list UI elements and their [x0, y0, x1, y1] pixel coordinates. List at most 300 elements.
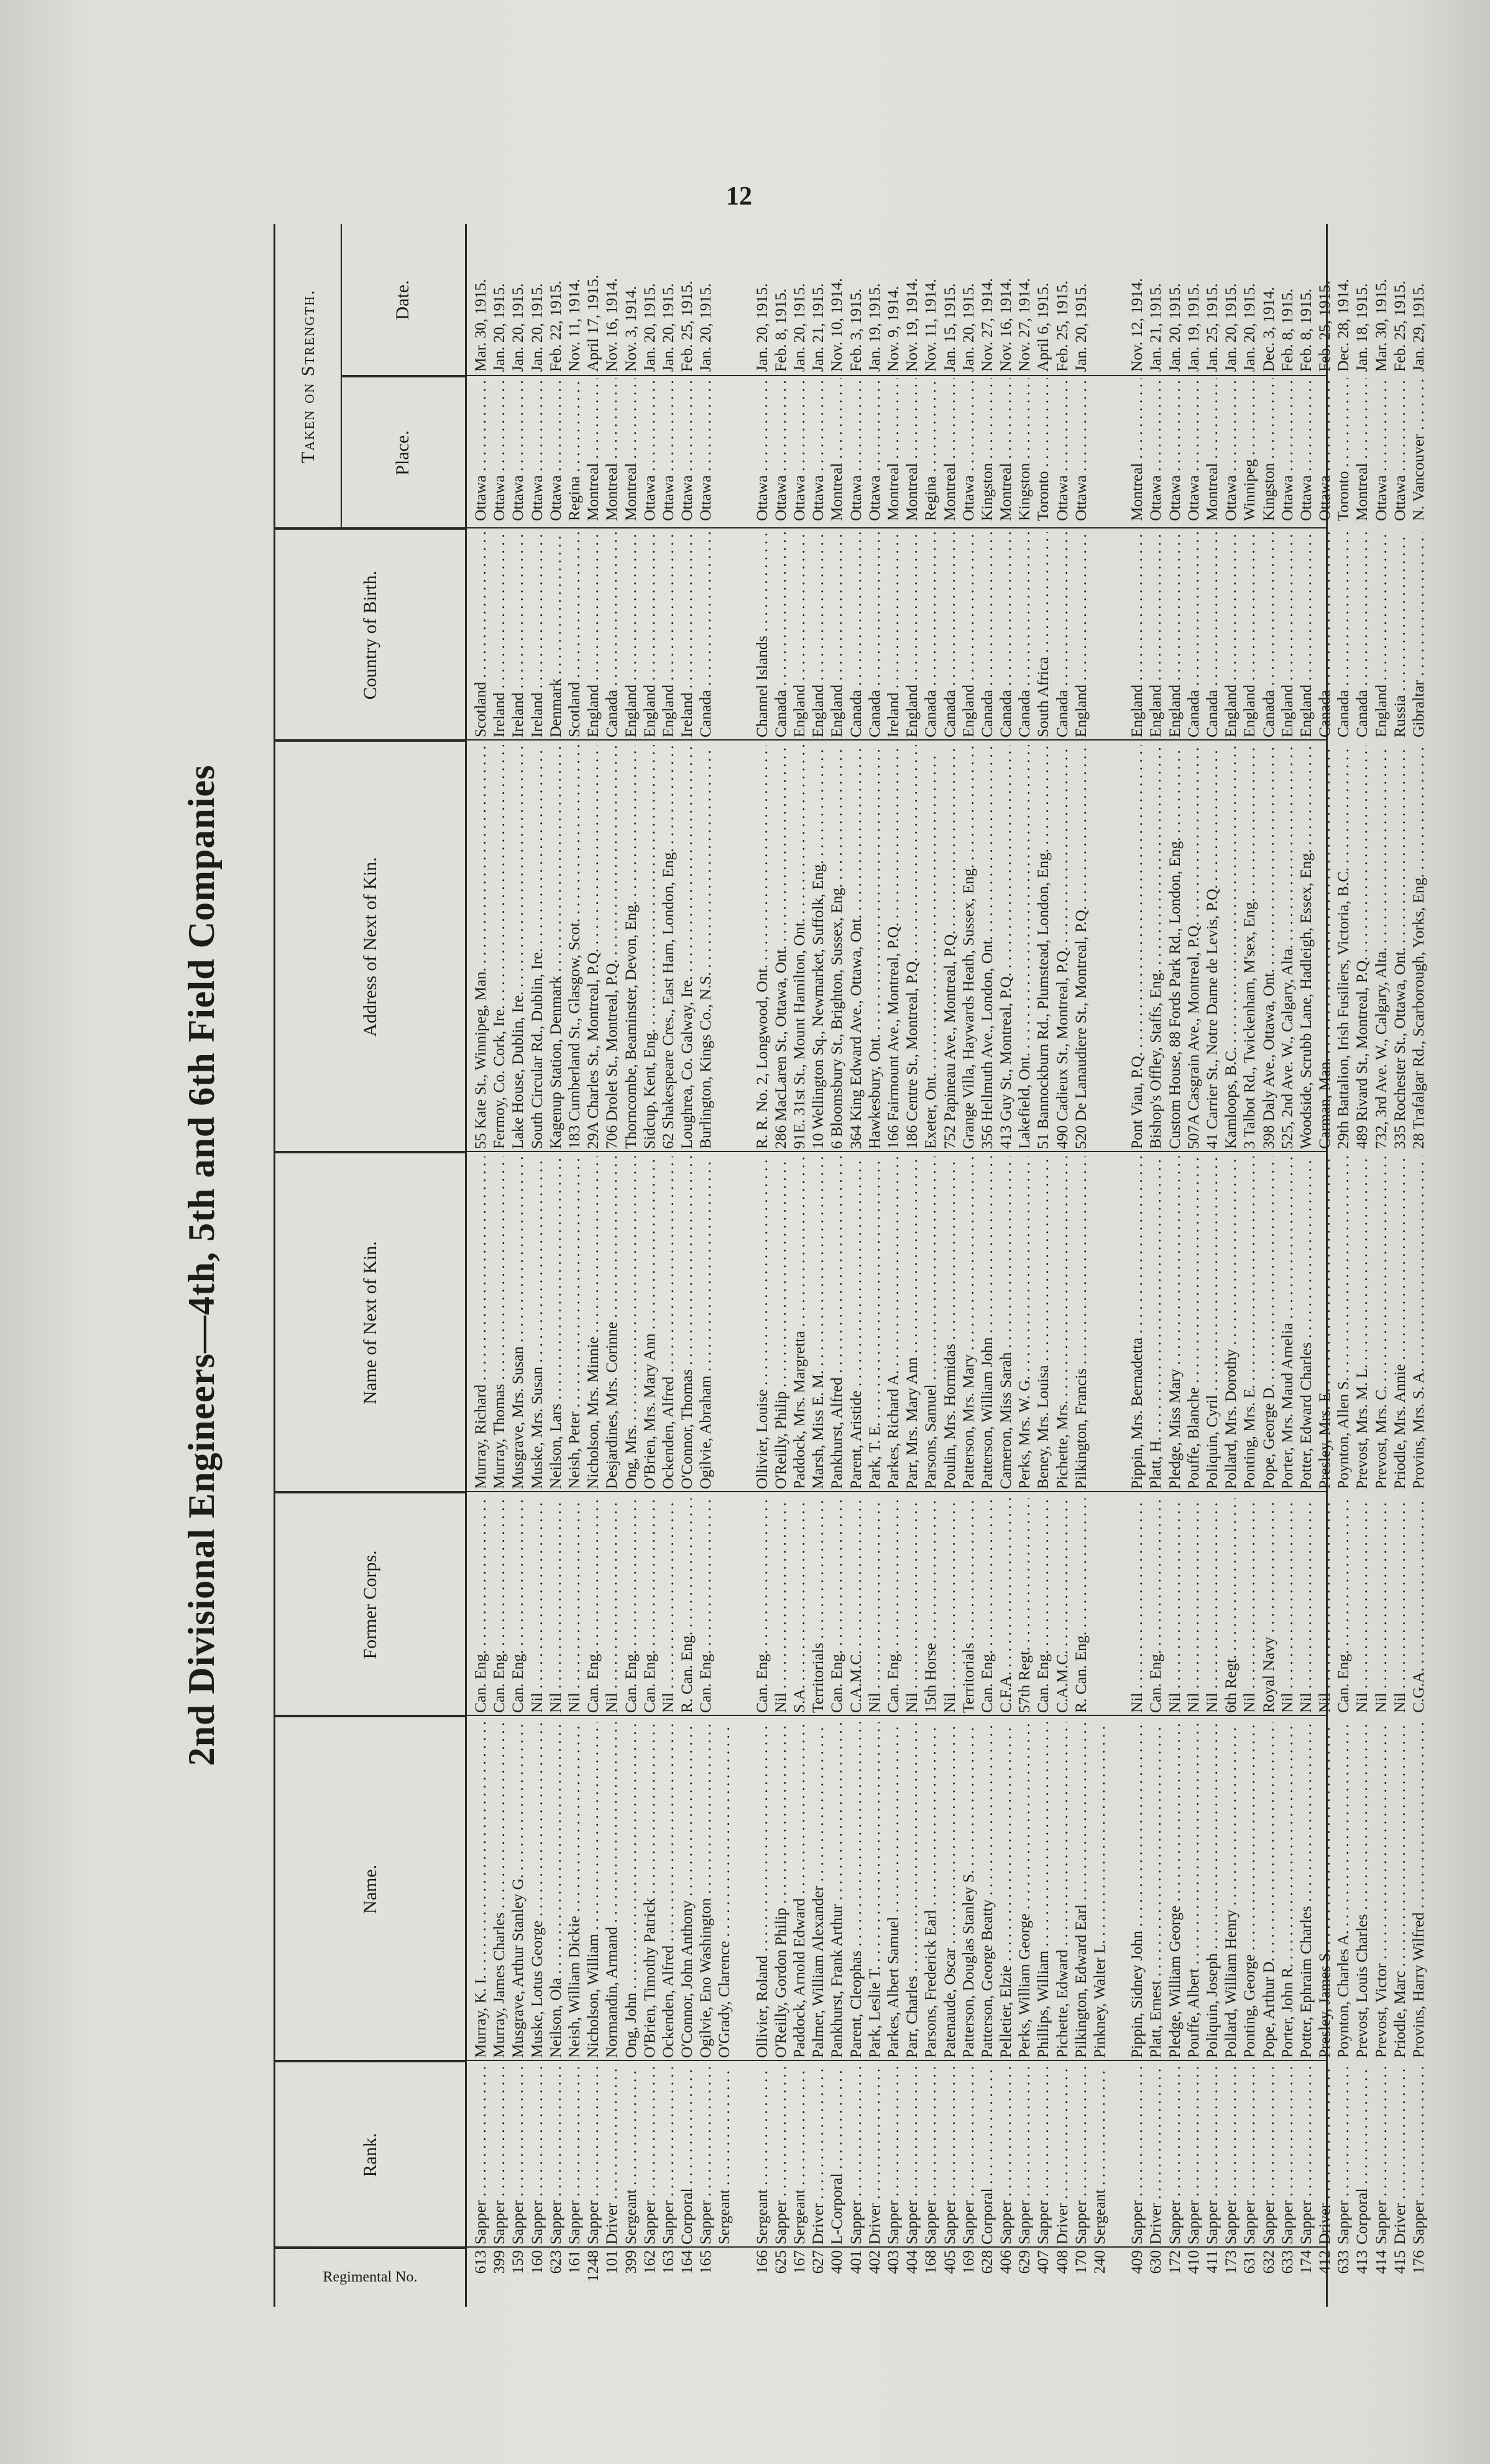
header-regimental-no: Regimental No.: [275, 2248, 465, 2307]
table-row: [1128, 224, 1146, 2307]
cell-address: 507A Casgrain Ave., Montreal, P.Q. . . .: [1184, 745, 1203, 1149]
cell-place: Montreal . . .: [1128, 378, 1146, 521]
cell-former-corps: Can. Eng. . . .: [1146, 1498, 1165, 1713]
cell-address: 356 Hellmuth Ave., London, Ont. . . .: [978, 745, 996, 1149]
cell-regimental-no: 176: [1409, 2250, 1427, 2274]
cell-country-of-birth: England . . .: [1240, 532, 1259, 737]
cell-former-corps: Nil . . .: [903, 1498, 921, 1713]
cell-date: April 6, 1915.: [1034, 282, 1052, 372]
cell-name: Pankhurst, Frank Arthur . . .: [827, 1722, 846, 2058]
cell-date: Jan. 20, 1915.: [490, 283, 508, 372]
cell-country-of-birth: Canada . . .: [602, 532, 621, 737]
header-rank: Rank.: [275, 2061, 465, 2248]
cell-place: Montreal . . .: [584, 378, 602, 521]
cell-regimental-no: 633: [1277, 2250, 1296, 2274]
cell-next-of-kin: Poulin, Mrs. Hormidas . . .: [940, 1156, 959, 1489]
cell-former-corps: Can. Eng. . . .: [1034, 1498, 1052, 1713]
cell-former-corps: R. Can. Eng. . . .: [1072, 1498, 1090, 1713]
cell-regimental-no: 628: [977, 2250, 996, 2274]
cell-address: 732, 3rd Ave. W., Calgary, Alta. . . .: [1372, 745, 1391, 1149]
cell-next-of-kin: Prevost, Mrs. C. . . .: [1372, 1156, 1391, 1489]
cell-name: Murray, James Charles . . .: [490, 1722, 508, 2058]
cell-name: Neilson, Ola . . .: [546, 1722, 565, 2058]
cell-date: Nov. 16, 1914.: [996, 278, 1015, 372]
cell-rank: Sapper . . .: [584, 2067, 602, 2245]
cell-former-corps: Can. Eng. . . .: [622, 1498, 640, 1713]
cell-rank: Sapper . . .: [847, 2067, 865, 2245]
cell-address: South Circular Rd., Dublin, Ire. . . .: [528, 745, 546, 1149]
table-row: [1315, 224, 1334, 2307]
cell-address: Sidcup, Kent, Eng. . . .: [640, 745, 659, 1149]
cell-address: 91E. 31st St., Mount Hamilton, Ont. . . .: [790, 745, 809, 1149]
cell-name: O'Connor, John Anthony . . .: [678, 1722, 696, 2058]
cell-former-corps: 57th Regt. . . .: [1015, 1498, 1034, 1713]
cell-date: Jan. 20, 1915.: [527, 283, 546, 372]
cell-address: 335 Rochester St., Ottawa, Ont. . . .: [1391, 745, 1409, 1149]
cell-country-of-birth: England . . .: [659, 532, 678, 737]
cell-country-of-birth: Ireland . . .: [490, 532, 508, 737]
cell-country-of-birth: Canada . . .: [978, 532, 996, 737]
cell-place: Kingston . . .: [1015, 378, 1034, 521]
cell-next-of-kin: O'Connor, Thomas . . .: [678, 1156, 696, 1489]
cell-regimental-no: 408: [1052, 2250, 1071, 2274]
cell-next-of-kin: Presley, Mrs. E. . . .: [1315, 1156, 1334, 1489]
cell-place: Ottawa . . .: [490, 378, 508, 521]
table-row: [696, 224, 715, 2307]
cell-country-of-birth: England . . .: [640, 532, 659, 737]
cell-former-corps: Royal Navy . . .: [1259, 1498, 1278, 1713]
table-row: [1184, 224, 1203, 2307]
cell-name: Muske, Lotus George . . .: [528, 1722, 546, 2058]
cell-regimental-no: 629: [1015, 2250, 1034, 2274]
cell-next-of-kin: Marsh, Miss E. M. . . .: [809, 1156, 827, 1489]
cell-name: Ponting, George . . .: [1240, 1722, 1259, 2058]
cell-place: Ottawa . . .: [1372, 378, 1391, 521]
cell-regimental-no: 627: [809, 2250, 827, 2274]
cell-date: Jan. 20, 1915.: [1071, 283, 1090, 372]
cell-place: Toronto . . .: [1334, 378, 1353, 521]
cell-date: Jan. 21, 1915.: [1146, 283, 1165, 372]
cell-former-corps: Nil . . .: [565, 1498, 584, 1713]
cell-regimental-no: 163: [658, 2250, 677, 2274]
cell-place: Ottawa . . .: [1297, 378, 1315, 521]
table-row: [602, 224, 621, 2307]
cell-place: Ottawa . . .: [865, 378, 884, 521]
cell-regimental-no: 633: [1334, 2250, 1353, 2274]
cell-former-corps: Nil . . .: [1372, 1498, 1391, 1713]
cell-place: Montreal . . .: [602, 378, 621, 521]
cell-country-of-birth: Canada . . .: [847, 532, 865, 737]
cell-former-corps: Nil . . .: [1315, 1498, 1334, 1713]
cell-next-of-kin: Parr, Mrs. Mary Ann . . .: [903, 1156, 921, 1489]
cell-place: Montreal . . .: [827, 378, 846, 521]
cell-regimental-no: 399: [621, 2250, 640, 2274]
cell-place: Ottawa . . .: [1146, 378, 1165, 521]
cell-rank: Sapper . . .: [1334, 2067, 1353, 2245]
cell-regimental-no: 170: [1071, 2250, 1090, 2274]
cell-country-of-birth: England . . .: [959, 532, 978, 737]
cell-former-corps: C.G.A. . . .: [1409, 1498, 1428, 1713]
cell-name: Ogilvie, Eno Washington . . .: [696, 1722, 715, 2058]
cell-next-of-kin: Ollivier, Louise . . .: [753, 1156, 771, 1489]
header-former-corps: Former Corps.: [275, 1492, 465, 1716]
cell-former-corps: Can. Eng. . . .: [978, 1498, 996, 1713]
cell-next-of-kin: Pope, George D. . . .: [1259, 1156, 1278, 1489]
cell-address: 186 Centre St., Montreal, P.Q. . . .: [903, 745, 921, 1149]
cell-name: Nicholson, William . . .: [584, 1722, 602, 2058]
cell-country-of-birth: Canada . . .: [1184, 532, 1203, 737]
cell-regimental-no: 164: [678, 2250, 696, 2274]
cell-regimental-no: 403: [883, 2250, 902, 2274]
cell-address: 706 Drolet St., Montreal, P.Q. . . .: [602, 745, 621, 1149]
cell-name: Patterson, Douglas Stanley S. . . .: [959, 1722, 978, 2058]
cell-date: Jan. 15, 1915.: [940, 283, 959, 372]
cell-address: 29th Battalion, Irish Fusiliers, Victoria, B.C. . . .: [1334, 745, 1353, 1149]
cell-date: Feb. 3, 1915.: [846, 288, 865, 372]
cell-next-of-kin: Neilson, Lars . . .: [546, 1156, 565, 1489]
cell-address: Pont Viau, P.Q. . . .: [1128, 745, 1146, 1149]
cell-regimental-no: 406: [996, 2250, 1015, 2274]
cell-rank: Sapper . . .: [1015, 2067, 1034, 2245]
table-row: [1409, 224, 1428, 2307]
cell-place: Montreal . . .: [884, 378, 903, 521]
cell-next-of-kin: Pledge, Miss Mary . . .: [1166, 1156, 1184, 1489]
table-row: [771, 224, 790, 2307]
table-row: [715, 224, 734, 2307]
table-row: [1034, 224, 1052, 2307]
cell-former-corps: Can. Eng. . . .: [490, 1498, 508, 1713]
cell-next-of-kin: Parent, Aristide . . .: [847, 1156, 865, 1489]
cell-address: Woodside, Scrubb Lane, Hadleigh, Essex, Eng. . . .: [1297, 745, 1315, 1149]
cell-former-corps: Nil . . .: [546, 1498, 565, 1713]
cell-address: Bishop's Offley, Staffs, Eng. . . .: [1146, 745, 1165, 1149]
cell-next-of-kin: Potter, Edward Charles . . .: [1297, 1156, 1315, 1489]
cell-place: Ottawa . . .: [771, 378, 790, 521]
cell-country-of-birth: England . . .: [903, 532, 921, 737]
cell-date: Jan. 20, 1915.: [640, 283, 658, 372]
cell-name: Murray, K. I. . . .: [471, 1722, 490, 2058]
table-row: [1053, 224, 1072, 2307]
cell-regimental-no: 623: [546, 2250, 564, 2274]
cell-former-corps: Nil . . .: [1353, 1498, 1371, 1713]
cell-place: Ottawa . . .: [1315, 378, 1334, 521]
cell-date: Nov. 27, 1914.: [977, 278, 996, 372]
cell-next-of-kin: Poynton, Allen S. . . .: [1334, 1156, 1353, 1489]
cell-rank: Sapper . . .: [996, 2067, 1015, 2245]
cell-next-of-kin: Pankhurst, Alfred . . .: [827, 1156, 846, 1489]
table-row: [471, 224, 490, 2307]
cell-place: Ottawa . . .: [640, 378, 659, 521]
cell-next-of-kin: Murray, Thomas . . .: [490, 1156, 508, 1489]
table-row: [1166, 224, 1184, 2307]
cell-country-of-birth: Russia . . .: [1391, 532, 1409, 737]
cell-address: Loughrea, Co. Galway, Ire. . . .: [678, 745, 696, 1149]
cell-former-corps: Nil . . .: [659, 1498, 678, 1713]
cell-address: 286 MacLaren St., Ottawa, Ont. . . .: [771, 745, 790, 1149]
table-row: [584, 224, 602, 2307]
cell-address: Custom House, 88 Fords Park Rd., London, Eng. . . .: [1166, 745, 1184, 1149]
cell-country-of-birth: South Africa . . .: [1034, 532, 1052, 737]
table-row: [865, 224, 884, 2307]
cell-place: Ottawa . . .: [528, 378, 546, 521]
cell-next-of-kin: Perks, Mrs. W. G. . . .: [1015, 1156, 1034, 1489]
cell-regimental-no: 160: [527, 2250, 546, 2274]
cell-rank: Sergeant . . .: [715, 2067, 734, 2245]
cell-address: Kagenup Station, Denmark . . .: [546, 745, 565, 1149]
cell-place: Ottawa . . .: [1072, 378, 1090, 521]
cell-former-corps: Nil . . .: [771, 1498, 790, 1713]
cell-name: Parkes, Albert Samuel . . .: [884, 1722, 903, 2058]
cell-former-corps: Can. Eng. . . .: [827, 1498, 846, 1713]
cell-next-of-kin: Beney, Mrs. Louisa . . .: [1034, 1156, 1052, 1489]
cell-former-corps: Can. Eng. . . .: [640, 1498, 659, 1713]
cell-place: N. Vancouver . . .: [1409, 378, 1428, 521]
cell-name: Paddock, Arnold Edward . . .: [790, 1722, 809, 2058]
cell-former-corps: Can. Eng. . . .: [508, 1498, 527, 1713]
cell-regimental-no: 173: [1221, 2250, 1240, 2274]
cell-next-of-kin: Pouffe, Blanche . . .: [1184, 1156, 1203, 1489]
cell-date: Jan. 20, 1915.: [658, 283, 677, 372]
cell-next-of-kin: Parsons, Samuel . . .: [921, 1156, 940, 1489]
cell-name: Prevost, Victor . . .: [1372, 1722, 1391, 2058]
cell-place: Montreal . . .: [996, 378, 1015, 521]
cell-date: Feb. 25, 1915.: [1315, 280, 1334, 372]
table-row: [809, 224, 827, 2307]
cell-country-of-birth: Scotland . . .: [471, 532, 490, 737]
cell-rank: Sapper . . .: [903, 2067, 921, 2245]
cell-name: Priodle, Marc . . .: [1391, 1722, 1409, 2058]
cell-rank: Sapper . . .: [696, 2067, 715, 2245]
cell-former-corps: Can. Eng. . . .: [584, 1498, 602, 1713]
cell-regimental-no: 240: [1090, 2250, 1108, 2274]
cell-regimental-no: 410: [1184, 2250, 1202, 2274]
cell-name: Parsons, Frederick Earl . . .: [921, 1722, 940, 2058]
cell-name: O'Grady, Clarence . . .: [715, 1722, 734, 2058]
cell-address: 364 King Edward Ave., Ottawa, Ont. . . .: [847, 745, 865, 1149]
cell-country-of-birth: England . . .: [622, 532, 640, 737]
cell-name: Phillips, William . . .: [1034, 1722, 1052, 2058]
table-row: [546, 224, 565, 2307]
cell-address: 525, 2nd Ave. W., Calgary, Alta. . . .: [1278, 745, 1297, 1149]
cell-name: Ollivier, Roland . . .: [753, 1722, 771, 2058]
cell-name: Pouffe, Albert . . .: [1184, 1722, 1203, 2058]
cell-country-of-birth: Ireland . . .: [508, 532, 527, 737]
cell-country-of-birth: England . . .: [790, 532, 809, 737]
cell-regimental-no: 159: [508, 2250, 527, 2274]
header-place: Place.: [341, 376, 465, 528]
cell-place: Montreal . . .: [940, 378, 959, 521]
cell-date: Nov. 16, 1914.: [602, 278, 621, 372]
cell-country-of-birth: England . . .: [1372, 532, 1391, 737]
cell-place: Ottawa . . .: [1391, 378, 1409, 521]
header-name: Name.: [275, 1716, 465, 2061]
cell-address: 3 Talbot Rd., Twickenham, M'sex, Eng. . . .: [1240, 745, 1259, 1149]
cell-regimental-no: 409: [1128, 2250, 1146, 2274]
table-row: [1259, 224, 1278, 2307]
cell-name: Platt, Ernest . . .: [1146, 1722, 1165, 2058]
table-row: [508, 224, 527, 2307]
cell-regimental-no: 405: [940, 2250, 959, 2274]
cell-name: Pinkney, Walter L. . . .: [1090, 1722, 1109, 2058]
table-row: [827, 224, 846, 2307]
table-row: [1391, 224, 1409, 2307]
cell-date: Jan. 21, 1915.: [809, 283, 827, 372]
cell-former-corps: Nil . . .: [1240, 1498, 1259, 1713]
cell-name: O'Brien, Timothy Patrick . . .: [640, 1722, 659, 2058]
cell-date: Nov. 11, 1914.: [921, 279, 940, 372]
cell-country-of-birth: Canada . . .: [940, 532, 959, 737]
cell-date: Jan. 20, 1915.: [1165, 283, 1184, 372]
cell-date: Jan. 25, 1915.: [1202, 283, 1221, 372]
cell-place: Ottawa . . .: [1221, 378, 1240, 521]
cell-name: Pilkington, Edward Earl . . .: [1072, 1722, 1090, 2058]
cell-former-corps: 6th Regt. . . .: [1221, 1498, 1240, 1713]
cell-rank: Sapper . . .: [1203, 2067, 1221, 2245]
cell-date: Jan. 20, 1915.: [1221, 283, 1240, 372]
cell-next-of-kin: Ong, Mrs. . . .: [622, 1156, 640, 1489]
cell-rank: Driver . . .: [1146, 2067, 1165, 2245]
cell-former-corps: Can. Eng. . . .: [884, 1498, 903, 1713]
cell-name: Normandin, Armand . . .: [602, 1722, 621, 2058]
cell-rank: Sergeant . . .: [622, 2067, 640, 2245]
cell-former-corps: Can. Eng. . . .: [471, 1498, 490, 1713]
page-number: 12: [726, 182, 752, 211]
cell-place: Montreal . . .: [1203, 378, 1221, 521]
cell-place: Toronto . . .: [1034, 378, 1052, 521]
cell-former-corps: Nil . . .: [1391, 1498, 1409, 1713]
cell-regimental-no: 404: [903, 2250, 921, 2274]
cell-country-of-birth: Channel Islands . . .: [753, 532, 771, 737]
table-row: [1372, 224, 1391, 2307]
page-title: 2nd Divisional Engineers—4th, 5th and 6th Field Companies: [181, 764, 222, 1766]
cell-rank: Sapper . . .: [1372, 2067, 1391, 2245]
cell-rank: Sapper . . .: [1409, 2067, 1428, 2245]
cell-place: Ottawa . . .: [1278, 378, 1297, 521]
table-row: [1334, 224, 1353, 2307]
cell-date: Jan. 18, 1915.: [1353, 283, 1371, 372]
cell-rank: Sergeant . . .: [790, 2067, 809, 2245]
cell-country-of-birth: Canada . . .: [1353, 532, 1371, 737]
cell-rank: Driver . . .: [602, 2067, 621, 2245]
cell-former-corps: Nil . . .: [528, 1498, 546, 1713]
cell-address: 6 Bloomsbury St., Brighton, Sussex, Eng. . . .: [827, 745, 846, 1149]
cell-place: Ottawa . . .: [753, 378, 771, 521]
cell-country-of-birth: Canada . . .: [1334, 532, 1353, 737]
cell-country-of-birth: England . . .: [1128, 532, 1146, 737]
table-row: [790, 224, 809, 2307]
cell-rank: Sapper . . .: [1221, 2067, 1240, 2245]
cell-address: 490 Cadieux St., Montreal, P.Q. . . .: [1053, 745, 1072, 1149]
cell-rank: Sapper . . .: [490, 2067, 508, 2245]
cell-rank: Corporal . . .: [1353, 2067, 1371, 2245]
table-row: [753, 224, 771, 2307]
cell-address: 41 Carrier St., Notre Dame de Levis, P.Q. . . .: [1203, 745, 1221, 1149]
cell-country-of-birth: Canada . . .: [696, 532, 715, 737]
cell-date: Nov. 3, 1914.: [621, 286, 640, 372]
cell-rank: Sapper . . .: [1259, 2067, 1278, 2245]
cell-rank: Sapper . . .: [659, 2067, 678, 2245]
cell-rank: Driver . . .: [1315, 2067, 1334, 2245]
cell-former-corps: Nil . . .: [940, 1498, 959, 1713]
cell-name: Pelletier, Elzie . . .: [996, 1722, 1015, 2058]
cell-rank: Sapper . . .: [546, 2067, 565, 2245]
cell-rank: Sapper . . .: [508, 2067, 527, 2245]
cell-address: 51 Bannockburn Rd., Plumstead, London, Eng. . . .: [1034, 745, 1052, 1149]
cell-place: Kingston . . .: [978, 378, 996, 521]
cell-regimental-no: 613: [471, 2250, 489, 2274]
cell-address: R. R. No. 2, Longwood, Ont. . . .: [753, 745, 771, 1149]
table-row: [1203, 224, 1221, 2307]
cell-address: 183 Cumberland St., Glasgow, Scot. . . .: [565, 745, 584, 1149]
cell-country-of-birth: Canada . . .: [1203, 532, 1221, 737]
cell-next-of-kin: Cameron, Miss Sarah . . .: [996, 1156, 1015, 1489]
cell-regimental-no: 101: [602, 2250, 621, 2274]
cell-name: Poynton, Charles A. . . .: [1334, 1722, 1353, 2058]
cell-date: Dec. 3, 1914.: [1259, 287, 1277, 372]
cell-country-of-birth: Canada . . .: [1259, 532, 1278, 737]
cell-date: April 17, 1915.: [584, 275, 602, 372]
cell-name: Pope, Arthur D. . . .: [1259, 1722, 1278, 2058]
cell-date: Dec. 28, 1914.: [1334, 279, 1353, 372]
cell-country-of-birth: Scotland . . .: [565, 532, 584, 737]
cell-date: Feb. 8, 1915.: [771, 288, 789, 372]
cell-name: Pledge, William George . . .: [1166, 1722, 1184, 2058]
cell-next-of-kin: Provins, Mrs. S. A. . . .: [1409, 1156, 1428, 1489]
cell-place: Kingston . . .: [1259, 378, 1278, 521]
table-row: [528, 224, 546, 2307]
cell-former-corps: C.A.M.C. . . .: [847, 1498, 865, 1713]
cell-address: Carman, Man. . . .: [1315, 745, 1334, 1149]
table-row: [1353, 224, 1371, 2307]
cell-rank: Sapper . . .: [471, 2067, 490, 2245]
cell-rank: Driver . . .: [809, 2067, 827, 2245]
cell-regimental-no: 167: [790, 2250, 808, 2274]
cell-rank: L-Corporal . . .: [827, 2067, 846, 2245]
cell-name: Pichette, Edward . . .: [1053, 1722, 1072, 2058]
cell-next-of-kin: Park, T. E. . . .: [865, 1156, 884, 1489]
cell-country-of-birth: Canada . . .: [865, 532, 884, 737]
table-row: [659, 224, 678, 2307]
cell-date: Jan. 20, 1915.: [959, 283, 977, 372]
cell-address: Lakefield, Ont. . . .: [1015, 745, 1034, 1149]
cell-date: Feb. 8, 1915.: [1277, 288, 1296, 372]
cell-rank: Sapper . . .: [640, 2067, 659, 2245]
cell-next-of-kin: Ockenden, Alfred . . .: [659, 1156, 678, 1489]
cell-address: Hawkesbury, Ont. . . .: [865, 745, 884, 1149]
cell-country-of-birth: England . . .: [827, 532, 846, 737]
cell-former-corps: Nil . . .: [1203, 1498, 1221, 1713]
table-row: [622, 224, 640, 2307]
cell-rank: Driver . . .: [865, 2067, 884, 2245]
cell-regimental-no: 1248: [584, 2250, 602, 2282]
cell-place: Ottawa . . .: [790, 378, 809, 521]
cell-next-of-kin: Musgrave, Mrs. Susan . . .: [508, 1156, 527, 1489]
cell-date: Nov. 27, 1914.: [1015, 278, 1034, 372]
cell-next-of-kin: Murray, Richard . . .: [471, 1156, 490, 1489]
cell-country-of-birth: Denmark . . .: [546, 532, 565, 737]
cell-former-corps: C.F.A. . . .: [996, 1498, 1015, 1713]
cell-rank: Sapper . . .: [1034, 2067, 1052, 2245]
cell-address: 413 Guy St., Montreal, P.Q. . . .: [996, 745, 1015, 1149]
cell-rank: Sapper . . .: [1166, 2067, 1184, 2245]
table-row: [847, 224, 865, 2307]
cell-next-of-kin: Platt, H. . . .: [1146, 1156, 1165, 1489]
cell-date: Feb. 22, 1915.: [546, 280, 564, 372]
cell-rank: Sapper . . .: [1278, 2067, 1297, 2245]
header-date: Date.: [392, 280, 413, 320]
table-row: [565, 224, 584, 2307]
header-taken-on-strength: Taken on Strength.: [297, 288, 318, 464]
